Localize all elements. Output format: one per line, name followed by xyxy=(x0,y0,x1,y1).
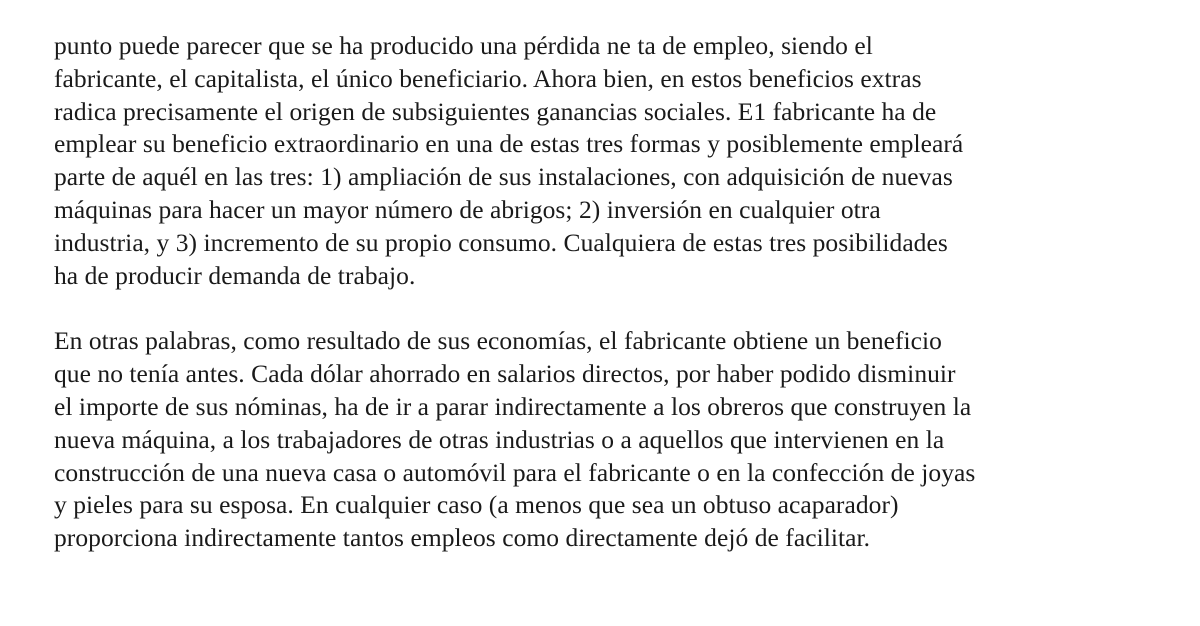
text-line: el importe de sus nóminas, ha de ir a parar indirectamente a los obreros que construyen la xyxy=(54,391,972,421)
text-line: máquinas para hacer un mayor número de abrigos; 2) inversión en cualquier otra xyxy=(54,194,881,224)
text-line: construcción de una nueva casa o automóvil para el fabricante o en la confección de joyas xyxy=(54,457,976,487)
text-line: radica precisamente el origen de subsiguientes ganancias sociales. E1 fabricante ha de xyxy=(54,96,937,126)
text-line: parte de aquél en las tres: 1) ampliación de sus instalaciones, con adquisición de nuevas xyxy=(54,162,953,192)
paragraph-1 xyxy=(54,30,1194,292)
text-line: ha de producir demanda de trabajo. xyxy=(54,260,416,290)
text-line: proporciona indirectamente tantos empleos como directamente dejó de facilitar. xyxy=(54,523,871,553)
text-line: y pieles para su esposa. En cualquier caso (a menos que sea un obtuso acaparador) xyxy=(54,490,899,520)
text-line: nueva máquina, a los trabajadores de otras industrias o a aquellos que intervienen en la xyxy=(54,424,945,454)
document-page xyxy=(54,30,1194,555)
paragraph-2 xyxy=(54,325,1194,555)
text-line: que no tenía antes. Cada dólar ahorrado en salarios directos, por haber podido disminuir xyxy=(54,359,956,389)
text-line: fabricante, el capitalista, el único beneficiario. Ahora bien, en estos beneficios extras xyxy=(54,63,922,93)
text-line: En otras palabras, como resultado de sus economías, el fabricante obtiene un beneficio xyxy=(54,326,942,356)
paragraph-spacer xyxy=(54,292,1194,325)
text-line: emplear su beneficio extraordinario en una de estas tres formas y posiblemente empleará xyxy=(54,129,964,159)
text-line: punto puede parecer que se ha producido una pérdida ne ta de empleo, siendo el xyxy=(54,31,873,60)
text-line: industria, y 3) incremento de su propio consumo. Cualquiera de estas tres posibilidades xyxy=(54,227,948,257)
